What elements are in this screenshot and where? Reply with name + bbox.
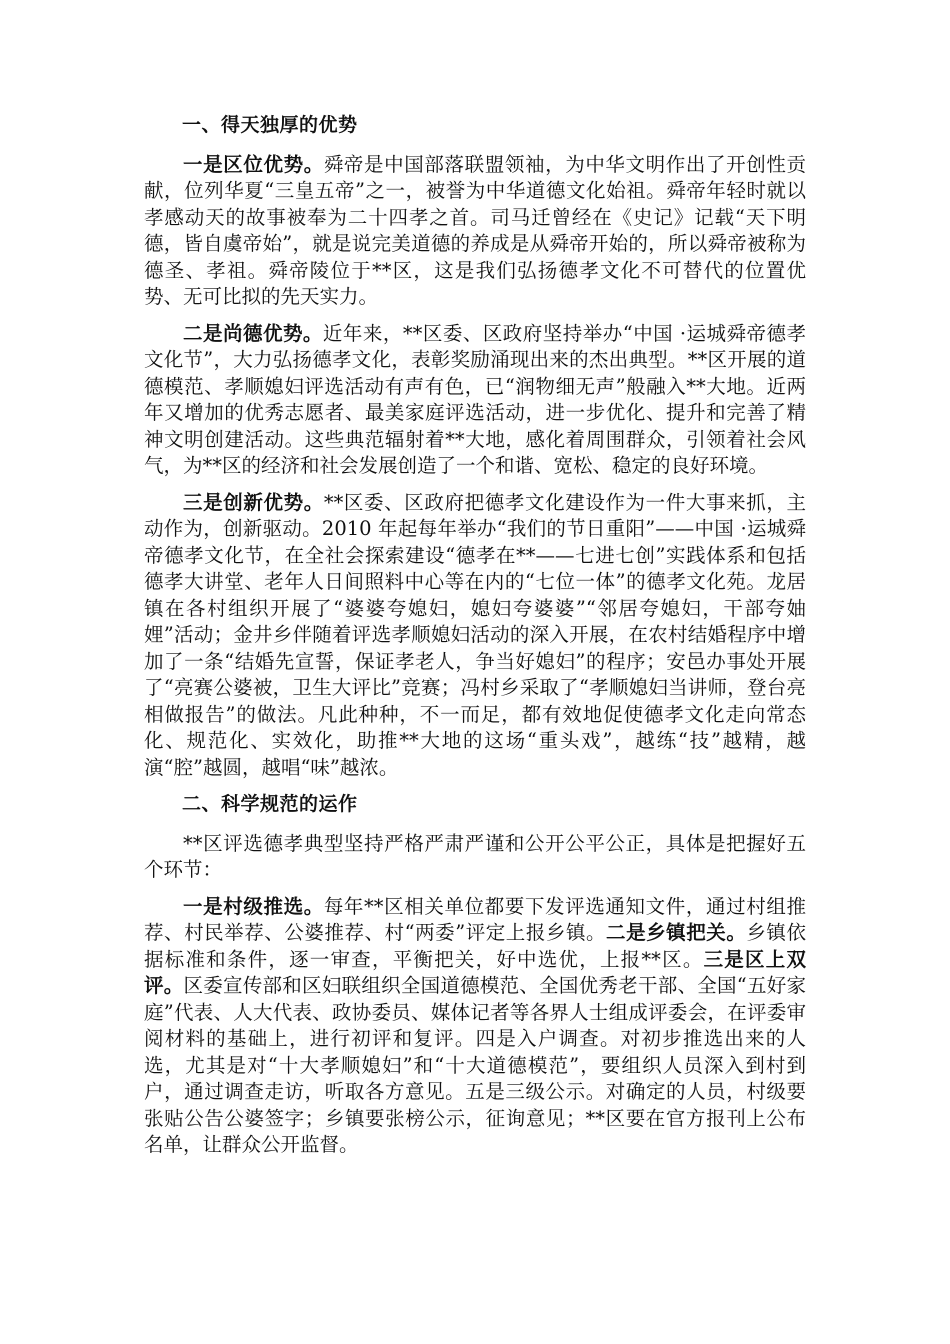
paragraph-location-advantage (144, 152, 806, 311)
lead-phrase-village: 一是村级推选。 (183, 894, 324, 918)
paragraph-text: 近年来，**区委、区政府坚持举办“中国 ·运城舜帝德孝文化节”，大力弘扬德孝文化，表彰奖励涌现出来的杰出典型。**区开展的道德模范、孝顺媳妇评选活动有声有色，已“润物细无声”般融入**大地。近两年又增加的优秀志愿者、最美家庭评选活动，进一步优化、提升和完善了精神文明创建活动。这些典范辐射着**大地，感化着周围群众，引领着社会风气，为**区的经济和社会发展创造了一个和谐、宽松、稳定的良好环境。 (144, 321, 806, 477)
paragraph-virtue-advantage (144, 321, 806, 480)
paragraph-innovation-advantage (144, 490, 806, 782)
lead-phrase-township: 二是乡镇把关。 (606, 921, 747, 944)
step-text-township: 乡镇依据标准和条件，逐一审查，平衡把关，好中选优，上报**区。 (144, 921, 806, 971)
step-text-village: 每年**区相关单位都要下发评选通知文件，通过村组推荐、村民举荐、公婆推荐、村“两委”评定上报乡镇。 (144, 894, 806, 944)
paragraph-operation-intro: **区评选德孝典型坚持严格严肃严谨和公开公平公正，具体是把握好五个环节： (144, 831, 806, 881)
lead-phrase: 三是创新优势。 (183, 490, 324, 514)
section-heading-advantages: 一、得天独厚的优势 (182, 114, 358, 136)
step-text-district: 区委宣传部和区妇联组织全国道德模范、全国优秀老干部、全国“五好家庭”代表、人大代表、政协委员、媒体记者等各界人士组成评委会，在评委审阅材料的基础上，进行初评和复评。四是入户调查。对初步推选出来的人选，尤其是对“十大孝顺媳妇”和“十大道德模范”，要组织人员深入到村到户，通过调查走访，听取各方意见。五是三级公示。对确定的人员，村级要张贴公告公婆签字；乡镇要张榜公示，征询意见；**区要在官方报刊上公布名单，让群众公开监督。 (144, 974, 806, 1156)
lead-phrase-district: 三是区上双评。 (144, 947, 806, 997)
paragraph-text: **区委、区政府把德孝文化建设作为一件大事来抓，主动作为，创新驱动。2010 年起每年举办“我们的节日重阳”——中国 ·运城舜帝德孝文化节，在全社会探索建设“德孝在**——七进七创”实践体系和包括德孝大讲堂、老年人日间照料中心等在内的“七位一体”的德孝文化苑。龙居镇在各村组织开展了“婆婆夸媳妇，媳妇夸婆婆”“邻居夸媳妇，干部夸妯娌”活动；金井乡伴随着评选孝顺媳妇活动的深入开展，在农村结婚程序中增加了一条“结婚先宣誓，保证孝老人，争当好媳妇”的程序；安邑办事处开展了“亮赛公婆被，卫生大评比”竞赛；冯村乡采取了“孝顺媳妇当讲师，登台亮相做报告”的做法。凡此种种，不一而足，都有效地促使德孝文化走向常态化、规范化、实效化，助推**大地的这场“重头戏”，越练“技”越精，越演“腔”越圆，越唱“味”越浓。 (144, 490, 806, 779)
lead-phrase: 二是尚德优势。 (183, 321, 323, 345)
document-body (144, 112, 806, 1169)
lead-phrase: 一是区位优势。 (183, 152, 324, 176)
paragraph-five-steps (144, 894, 806, 1159)
paragraph-text: 舜帝是中国部落联盟领袖，为中华文明作出了开创性贡献，位列华夏“三皇五帝”之一，被誉为中华道德文化始祖。舜帝年轻时就以孝感动天的故事被奉为二十四孝之首。司马迁曾经在《史记》记载“天下明德，皆自虞帝始”，就是说完美道德的养成是从舜帝开始的，所以舜帝被称为德圣、孝祖。舜帝陵位于**区，这是我们弘扬德孝文化不可替代的位置优势、无可比拟的先天实力。 (144, 152, 806, 308)
section-heading-operation: 二、科学规范的运作 (182, 793, 358, 815)
